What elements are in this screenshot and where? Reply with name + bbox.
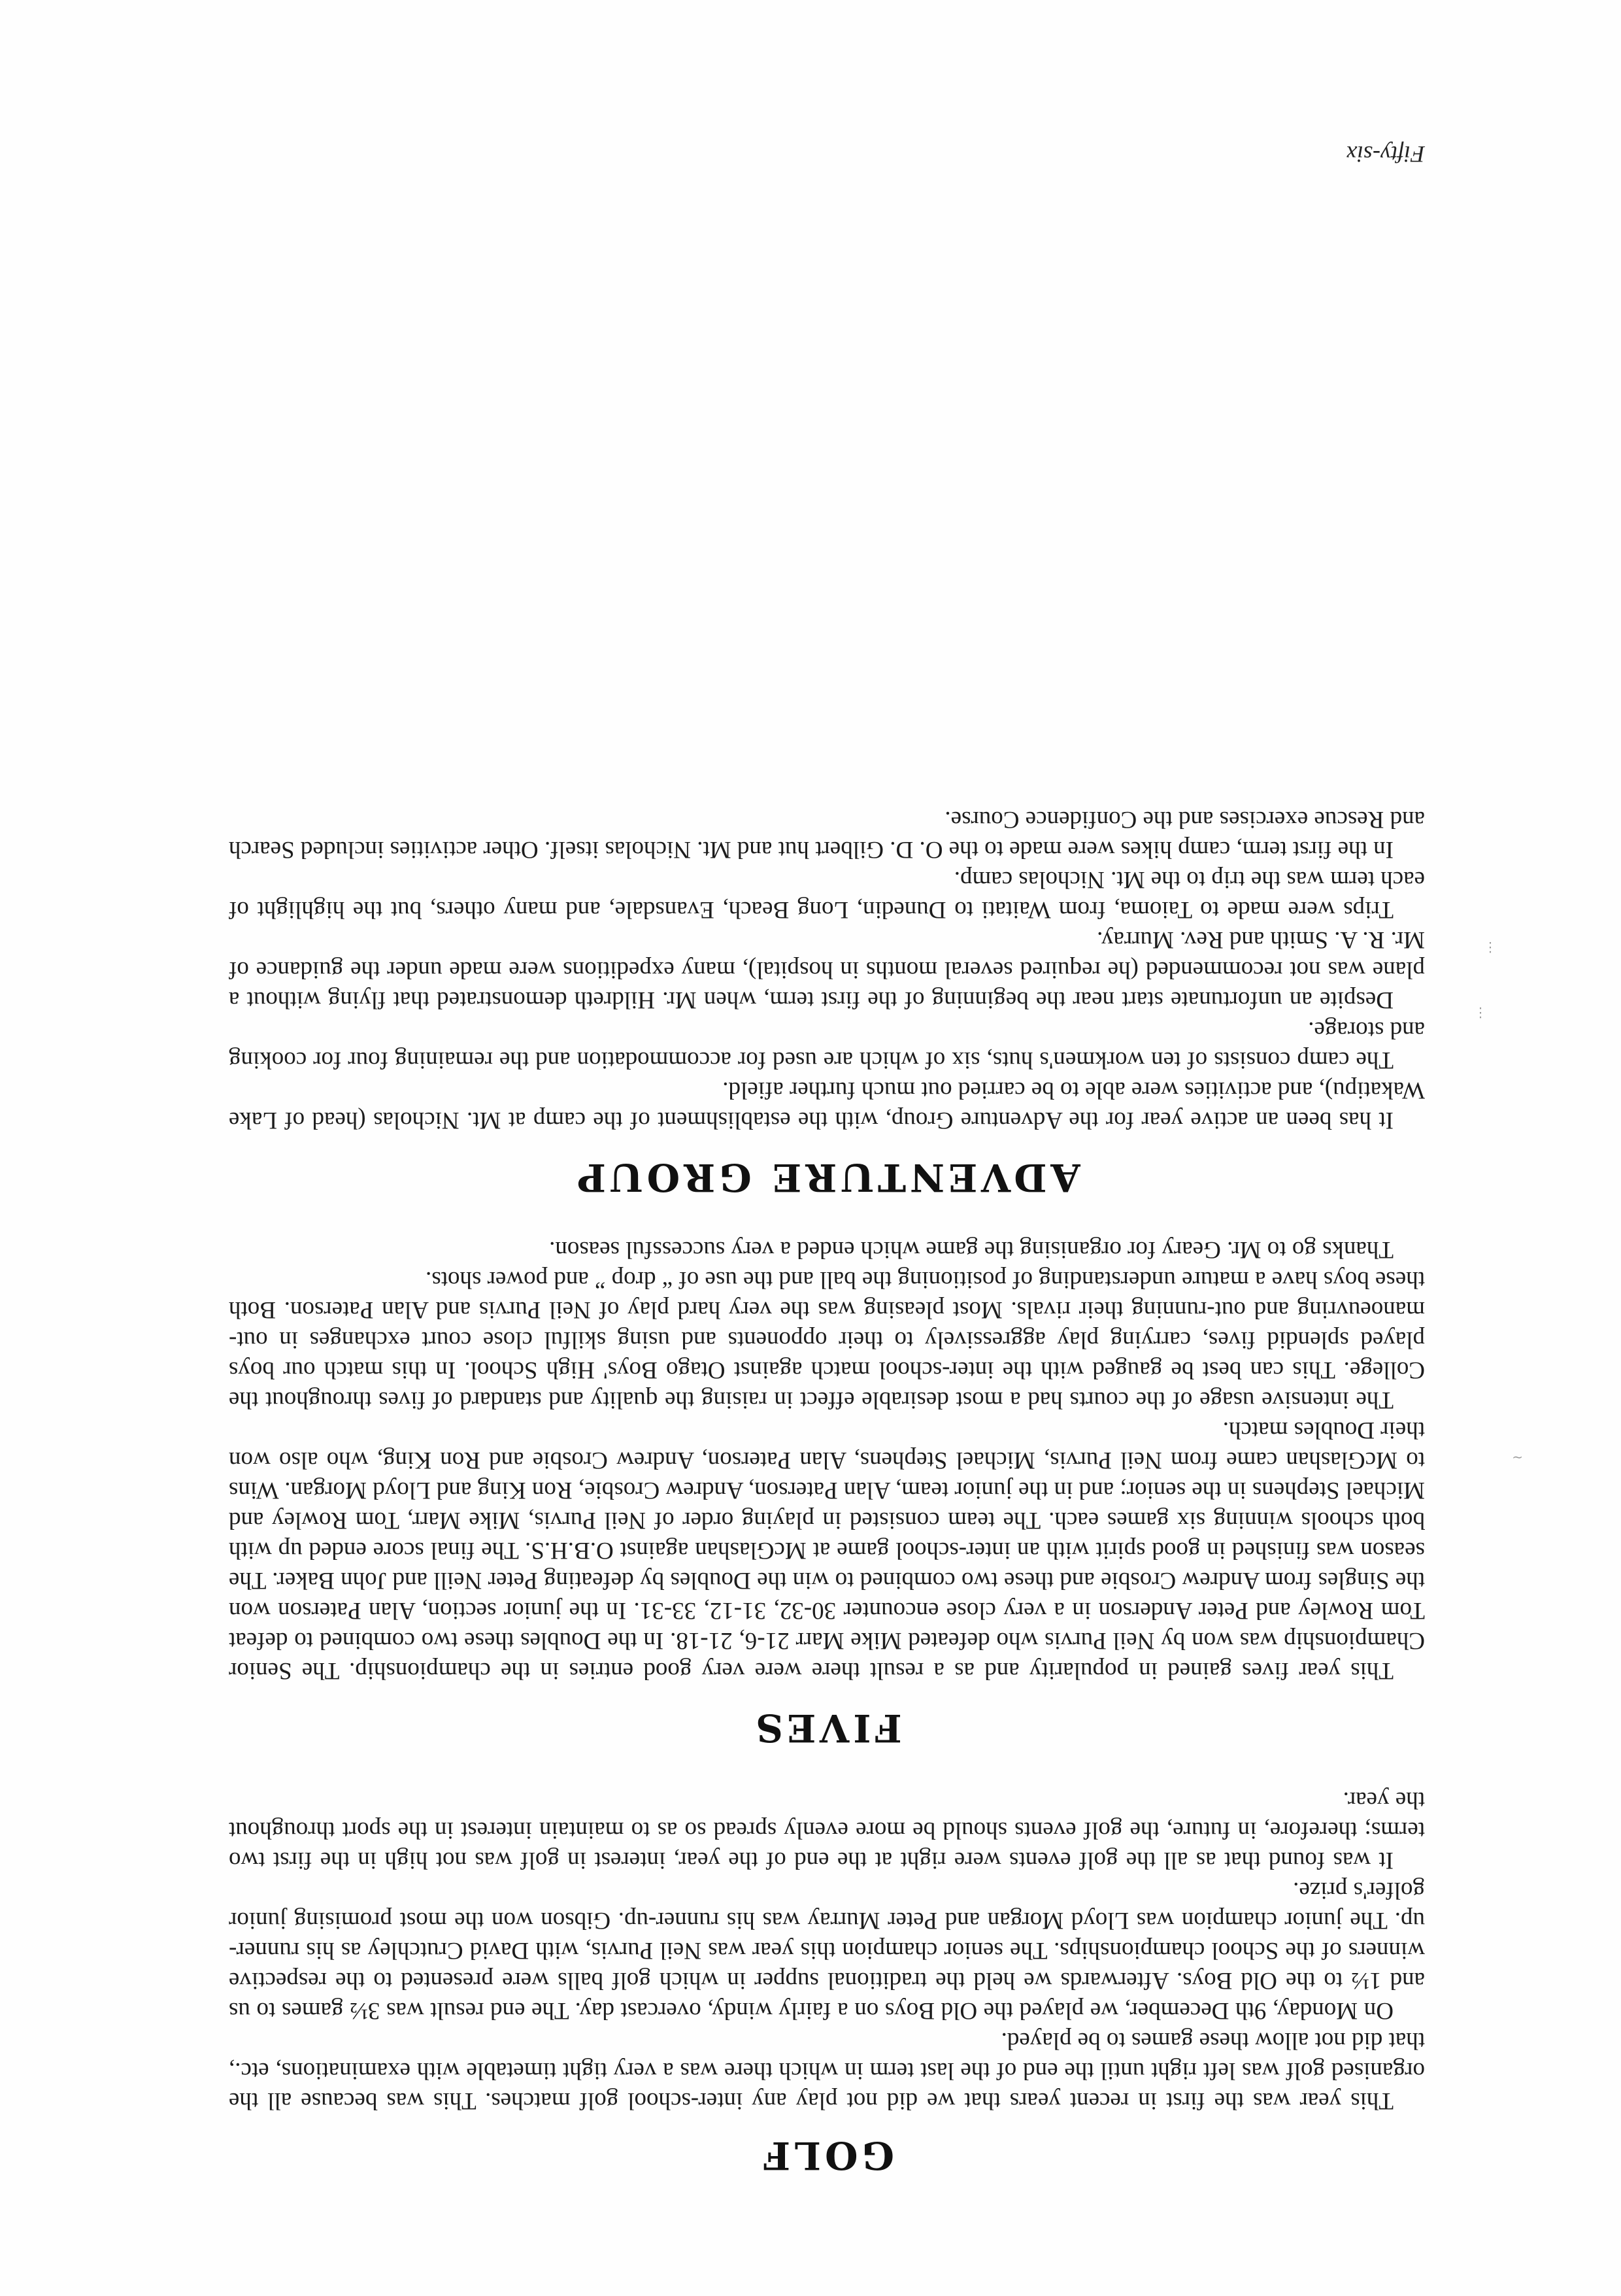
adventure-paragraph: Despite an unfortunate start near the beginning of the first term, when Mr. Hildreth demonstrated that flying without a plane was not recommended (he required several months in hospital), many expeditions were made under the guidance of Mr. R. A. Smith and Rev. Murray. (229, 926, 1425, 1013)
section-heading-fives: FIVES (752, 1706, 902, 1750)
page-content (229, 804, 1425, 2178)
section-heading-adventure-group: ADVENTURE GROUP (573, 1155, 1080, 1200)
fives-paragraph: This year fives gained in popularity and as a result there were very good entries in the championship. The Senior Championship was won by Neil Purvis who defeated Mike Marr 21-6, 21-18. In the Doubles these two combined to defeat Tom Rowley and Peter Anderson in a very close encounter 30-32, 31-12, 33-31. In the junior section, Alan Paterson won the Singles from Andrew Crosbie and these two combined to win the Doubles by defeating Peter Neill and John Baker. The season was finished in good spirit with an inter-school game at McGlashan against O.B.H.S. The final score ended up with both schools winning six games each. The team consisted in playing order of Neil Purvis, Mike Marr, Tom Rowley and Michael Stephens in the senior; and in the junior team, Alan Paterson, Andrew Crosbie, Ron King and Lloyd Morgan. Wins to McGlashan came from Neil Purvis, Michael Stephens, Alan Paterson, Andrew Crosbie and Ron King, who also won their Doubles match. (229, 1417, 1425, 1684)
adventure-paragraph: The camp consists of ten workmen's huts, six of which are used for accommodation and the remaining four for cooking and storage. (229, 1017, 1425, 1073)
adventure-group-section (229, 804, 1425, 1200)
golf-paragraph: This year was the first in recent years that we did not play any inter-school golf matches. This was because all the organised golf was left right until the end of the last term in which there was a very tight timetable with examinations, etc., that did not allow these games to be played. (229, 2027, 1425, 2114)
adventure-paragraph: In the first term, camp hikes were made to the O. D. Gilbert hut and Mt. Nicholas itself. Other activities included Search and Rescue exercises and the Confidence Course. (229, 806, 1425, 863)
fives-section (229, 1234, 1425, 1751)
golf-section (229, 1785, 1425, 2178)
page-number: Fifty-six (1346, 141, 1425, 167)
section-heading-golf: GOLF (760, 2133, 895, 2178)
golf-paragraph: On Monday, 9th December, we played the Old Boys on a fairly windy, overcast day. The end result was 3½ games to us and 1½ to the Old Boys. Afterwards we held the traditional supper in which golf balls were presented to the respective winners of the School championships. The senior champion this year was Neil Purvis, with David Crutchley as his runner-up. The junior champion was Lloyd Morgan and Peter Murray was his runner-up. Gibson won the most promising junior golfer's prize. (229, 1877, 1425, 2024)
adventure-paragraph: It has been an active year for the Adventure Group, with the establishment of the camp at Mt. Nicholas (head of Lake Wakatipu), and activities were able to be carried out much further afield. (229, 1077, 1425, 1134)
scan-speck: ⋮ (1484, 940, 1497, 956)
scan-speck: ⋮ (1474, 1005, 1487, 1021)
scan-speck: ∼ (1512, 1450, 1523, 1466)
fives-paragraph: The intensive usage of the courts had a most desirable effect in raising the quality and standard of fives throughout the College. This can best be gauged with the inter-school match against Otago Boys' High School. In this match our boys played splendid fives, carrying play aggressively to their opponents and using skilful close court exchanges in out-manoeuvring and out-running their rivals. Most pleasing was the very hard play of Neil Purvis and Alan Paterson. Both these boys have a mature understanding of positioning the ball and the use of “ drop ” and power shots. (229, 1266, 1425, 1413)
golf-paragraph: It was found that as all the golf events were right at the end of the year, interest in golf was not high in the first two terms; therefore, in future, the golf events should be more evenly spread so as to maintain interest in the sport throughout the year. (229, 1787, 1425, 1874)
fives-paragraph: Thanks go to Mr. Geary for organising the game which ended a very successful season. (549, 1236, 1394, 1263)
adventure-paragraph: Trips were made to Taioma, from Waitati to Dunedin, Long Beach, Evansdale, and many others, but the highlight of each term was the trip to the Mt. Nicholas camp. (229, 866, 1425, 923)
